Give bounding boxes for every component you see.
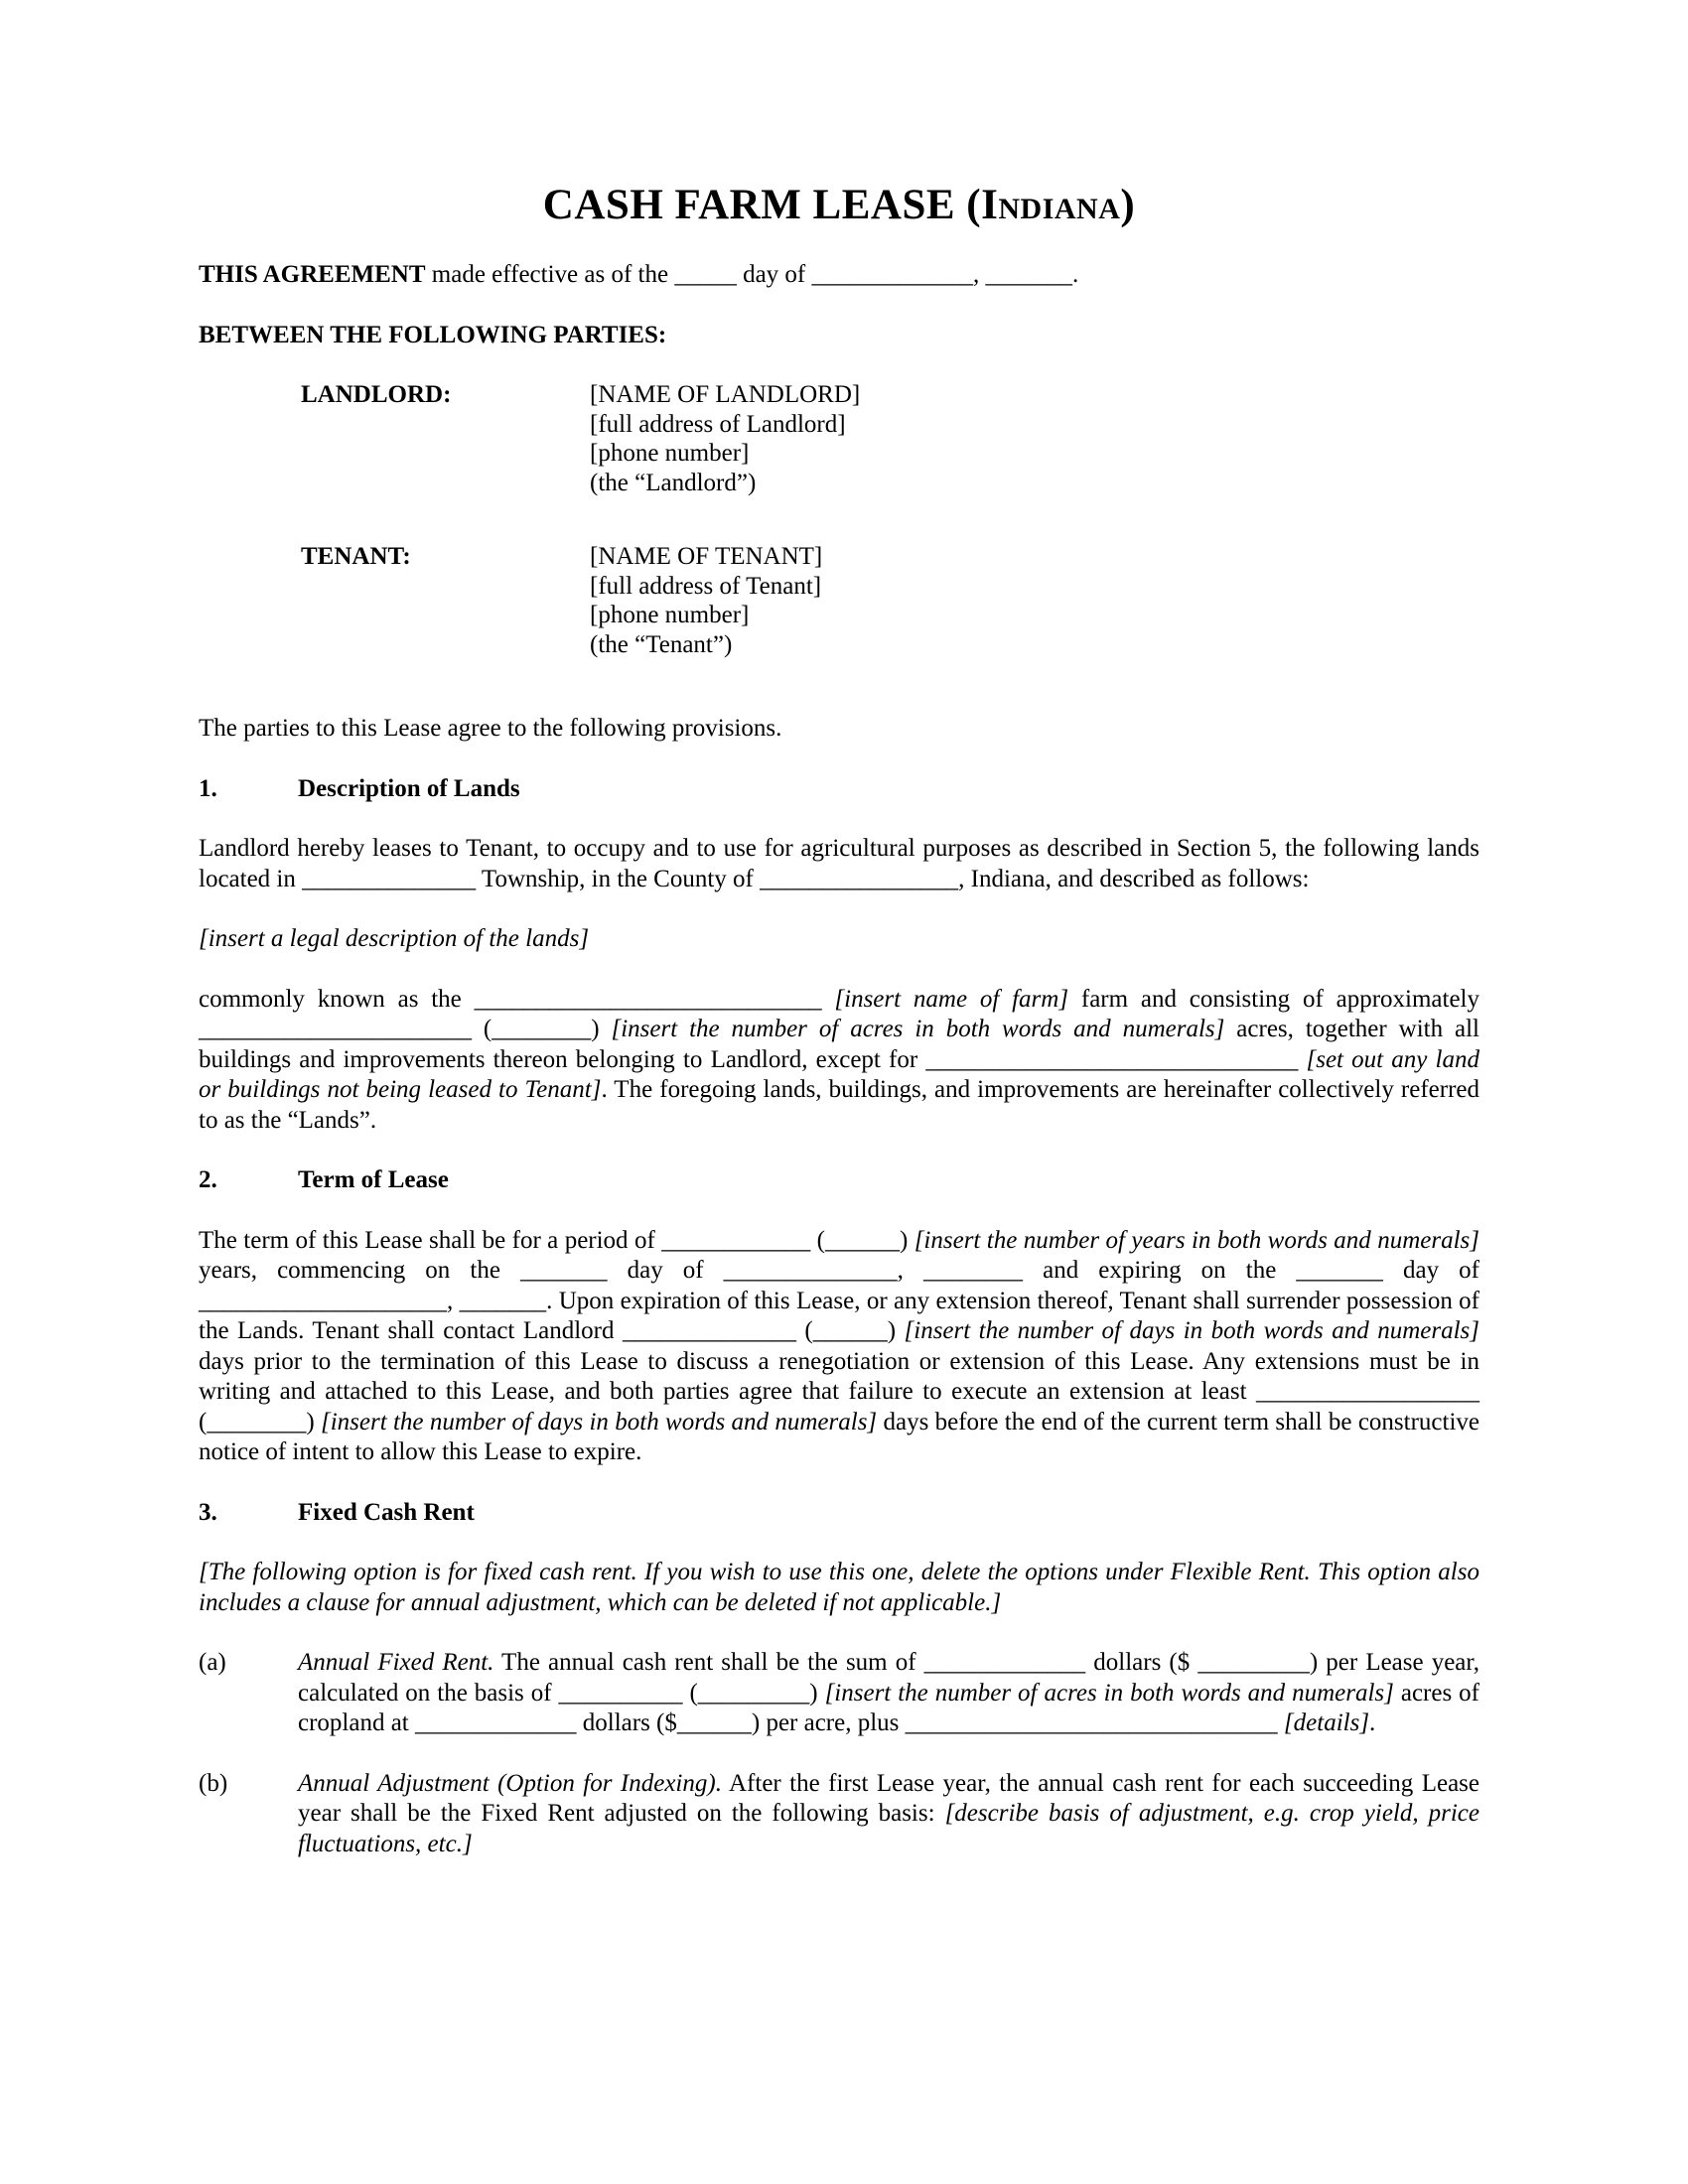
paragraph-farm-description: commonly known as the ____________________________ [insert name of farm] farm and consisting of approximately ______________________ (________) [insert the number of acres in both words and numerals] acres, together with all buildings and improvements thereon belonging to Landlord, except for ______________________________ [set out any land or buildings not being leased to Tenant]. The foregoing lands, buildings, and improvements are hereinafter collectively referred to as the “Lands”. <box>199 985 1480 1134</box>
section-2-heading <box>199 1165 1479 1196</box>
landlord-defined-term: (the “Landlord”) <box>590 469 757 496</box>
paragraph-legal-description-placeholder: [insert a legal description of the lands] <box>199 925 590 952</box>
tenant-label: TENANT: <box>301 543 411 570</box>
landlord-details <box>590 380 1479 497</box>
paragraph-lands-intro: Landlord hereby leases to Tenant, to occupy and to use for agricultural purposes as described in Section 5, the following lands located in ______________ Township, in the County of ________________, Indiana, and described as follows: <box>199 835 1479 892</box>
between-parties-line: BETWEEN THE FOLLOWING PARTIES: <box>199 321 667 348</box>
section-1-number: 1. <box>199 774 217 802</box>
clause-b <box>199 1769 1479 1860</box>
landlord-address-placeholder: [full address of Landlord] <box>590 410 846 438</box>
landlord-phone-placeholder: [phone number] <box>590 440 750 467</box>
clause-a-text: Annual Fixed Rent. The annual cash rent shall be the sum of _____________ dollars ($ _________) per Lease year, calculated on the basis of __________ (_________) [insert the number of acres in both words and numerals] acres of cropland at _____________ dollars ($______) per acre, plus ______________________________ [details]. <box>298 1649 1479 1736</box>
tenant-address-placeholder: [full address of Tenant] <box>590 572 822 600</box>
tenant-block <box>199 542 1479 659</box>
section-2-number: 2. <box>199 1166 217 1193</box>
agreement-effective-line: THIS AGREEMENT made effective as of the _____ day of _____________, _______. <box>199 261 1079 288</box>
paragraph-term-of-lease: The term of this Lease shall be for a period of ____________ (______) [insert the number of years in both words and numerals] years, commencing on the _______ day of ______________, ________ and expiring on the _______ day of ____________________, _______. Upon expiration of this Lease, or any extension thereof, Tenant shall surrender possession of the Lands. Tenant shall contact Landlord ______________ (______) [insert the number of days in both words and numerals] days prior to the termination of this Lease to discuss a renegotiation or extension of this Lease. Any extensions must be in writing and attached to this Lease, and both parties agree that failure to execute an extension at least __________________ (________) [insert the number of days in both words and numerals] days before the end of the current term shall be constructive notice of intent to allow this Lease to expire. <box>199 1226 1479 1465</box>
paragraph-fixed-rent-note: [The following option is for fixed cash rent. If you wish to use this one, delete the options under Flexible Rent. This option also includes a clause for annual adjustment, which can be deleted if not applicable.] <box>199 1559 1479 1616</box>
landlord-block <box>199 380 1479 497</box>
landlord-label: LANDLORD: <box>301 381 452 408</box>
provisions-intro-line: The parties to this Lease agree to the following provisions. <box>199 715 782 742</box>
section-3-title: Fixed Cash Rent <box>298 1498 475 1526</box>
tenant-name-placeholder: [NAME OF TENANT] <box>590 543 823 570</box>
section-3-heading <box>199 1498 1479 1529</box>
clause-a-letter: (a) <box>199 1649 226 1676</box>
tenant-defined-term: (the “Tenant”) <box>590 630 733 658</box>
section-1-heading <box>199 774 1479 805</box>
landlord-name-placeholder: [NAME OF LANDLORD] <box>590 381 861 408</box>
clause-b-letter: (b) <box>199 1769 228 1797</box>
clause-a <box>199 1648 1479 1739</box>
section-2-title: Term of Lease <box>298 1166 449 1193</box>
section-1-title: Description of Lands <box>298 774 520 802</box>
section-3-number: 3. <box>199 1498 217 1526</box>
tenant-details <box>590 542 1479 659</box>
tenant-phone-placeholder: [phone number] <box>590 602 750 628</box>
clause-b-text: Annual Adjustment (Option for Indexing). After the first Lease year, the annual cash rent for each succeeding Lease year shall be the Fixed Rent adjusted on the following basis: [describe basis of adjustment, e.g. crop yield, price fluctuations, etc.] <box>298 1769 1479 1857</box>
document-title: CASH FARM LEASE (Indiana) <box>542 182 1136 228</box>
